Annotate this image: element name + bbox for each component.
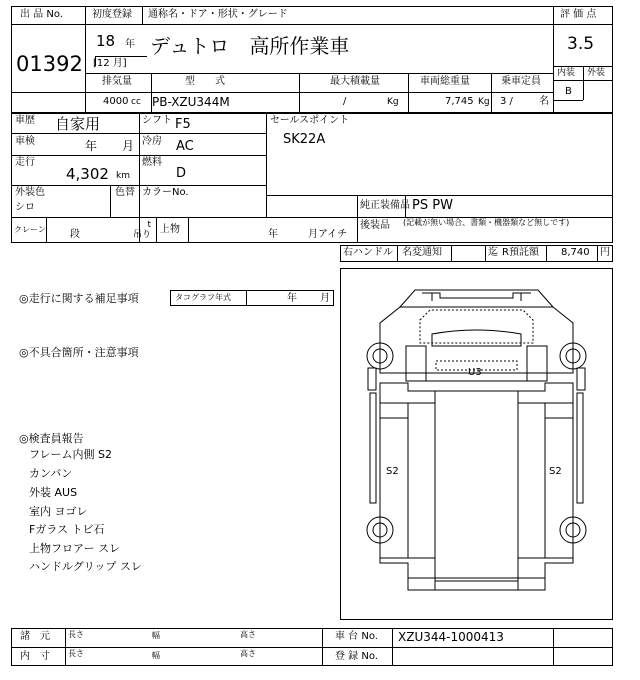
inspection-label: 車検 [15,136,35,147]
length-label: 長さ [68,630,84,639]
damage-mark: S2 [386,466,399,477]
inspector-report-label: ◎検査員報告 [19,432,84,445]
sales-point: SK22A [283,132,326,147]
body-label: 上物 [160,224,180,235]
equipment: PS PW [412,198,453,213]
truck-diagram [340,268,613,620]
evaluation-label: 評 価 点 [560,9,597,20]
history: 自家用 [55,115,101,133]
inner-width-label: 幅 [152,651,160,660]
body-maker: アイチ [318,229,348,240]
shift: F5 [175,117,191,132]
interior-grade: B [565,86,572,97]
inspection-year-unit: 年 [85,139,98,153]
first-registration-label: 初度登録 [92,9,132,20]
gross-weight-unit: Kg [478,97,490,107]
shift-label: シフト [142,115,172,126]
right-side-rail [577,393,583,503]
cab-door-left [406,346,426,381]
tachograph-label: タコグラフ年式 [175,293,231,302]
crane-tonnage: t 吊り [133,220,152,240]
inspector-line: 上物フロアー スレ [29,542,121,555]
inspector-line: 室内 ヨゴレ [29,505,88,518]
rear-bumper [408,578,545,590]
max-load-label: 最大積載量 [330,76,380,87]
lot-number-label: 出 品 No. [20,9,63,20]
windshield [420,310,533,343]
ac: AC [176,139,194,154]
fuel-label: 燃料 [142,157,162,168]
mileage: 4,302 [66,165,109,183]
tachograph-year-unit: 年 [287,293,297,304]
color-code-label: カラーNo. [142,187,189,198]
spec-label: 諸 元 [20,631,50,642]
registration-label: 登 録 No. [335,651,378,662]
cargo-floor [435,391,518,581]
diagram-frame [341,269,613,620]
inspector-line: 外装 AUS [29,486,78,499]
dashboard [432,330,521,346]
tachograph-month-unit: 月 [320,293,330,304]
model-label: 型 式 [185,76,225,87]
inspection-month-unit: 月 [122,139,135,153]
capacity: 3 / [500,96,513,107]
gross-weight-label: 車両総重量 [420,76,470,87]
driving-remarks-label: ◎走行に関する補足事項 [19,292,139,305]
model-code: PB-XZU344M [152,95,230,109]
recycle-label: R預託額 [502,247,539,258]
interior-grade-label: 内装 [557,68,576,78]
ac-label: 冷房 [142,136,162,147]
max-load-unit: Kg [387,97,399,107]
equipment-label: 純正装備品 [360,200,410,211]
model-header-label: 通称名・ドア・形状・グレード [148,9,288,20]
inspector-line: カンバン [29,467,73,480]
deadline-label: 迄 [488,247,498,258]
inner-size-label: 内 寸 [20,651,50,662]
width-label: 幅 [152,631,160,640]
displacement: 4000 [103,96,129,107]
capacity-unit: 名 [539,96,549,107]
exterior-color: シロ [15,202,35,213]
recycle-amount: 8,740 [561,247,590,258]
left-side-rail [370,393,376,503]
cab-body [380,307,573,373]
crane-label: クレーン [14,225,46,234]
evaluation-score: 3.5 [567,34,595,54]
inspector-line: Fガラス トビ石 [29,523,105,536]
mileage-label: 走行 [15,157,35,168]
height-label: 高さ [240,630,256,639]
displacement-label: 排気量 [102,76,132,87]
cab-roof-inner [422,293,531,298]
exterior-color-label: 外装色 [15,187,45,198]
inspector-line: ハンドルグリップ スレ [29,560,142,573]
first-registration-year: 18 [96,32,116,50]
chassis-number: XZU344-1000413 [398,630,504,644]
exterior-grade-label: 外装 [587,68,606,78]
cab-door-right [527,346,547,381]
car-name: デュトロ 高所作業車 [150,34,350,58]
first-registration-month: [12 月] [93,58,127,69]
handle-side: 右ハンドル [343,247,393,258]
inspector-line: フレーム内側 S2 [29,448,113,461]
right-mirror [577,368,585,390]
crane-stage-unit: 段 [70,229,80,240]
mileage-unit: km [116,171,130,181]
body-month-unit: 月 [308,229,318,240]
color-change-label: 色替 [115,187,135,198]
sales-point-label: セールスポイント [270,115,350,126]
capacity-label: 乗車定員 [501,76,541,87]
name-change-label: 名変通知 [402,247,442,258]
first-registration-year-unit: 年 [125,39,135,50]
left-mirror [368,368,376,390]
damage-mark: S2 [549,466,562,477]
chassis-label: 車 台 No. [335,631,378,642]
max-load: / [343,96,347,107]
defect-remarks-label: ◎不具合箇所・注意事項 [19,346,139,359]
body-year-unit: 年 [268,229,278,240]
recycle-unit: 円 [600,247,610,258]
displacement-unit: cc [131,97,141,107]
fuel: D [176,166,187,181]
cargo-bed-outline [380,383,573,578]
lot-number: 01392 [16,52,83,76]
gross-weight: 7,745 [445,96,474,107]
damage-mark: U3 [468,367,482,378]
aftermarket-label: 後装品 [360,220,390,231]
history-label: 車歴 [15,115,35,126]
aftermarket-note: (記載が無い場合、書類・機器類など無しです) [403,218,570,227]
inner-height-label: 高さ [240,649,256,658]
inner-length-label: 長さ [68,649,84,658]
